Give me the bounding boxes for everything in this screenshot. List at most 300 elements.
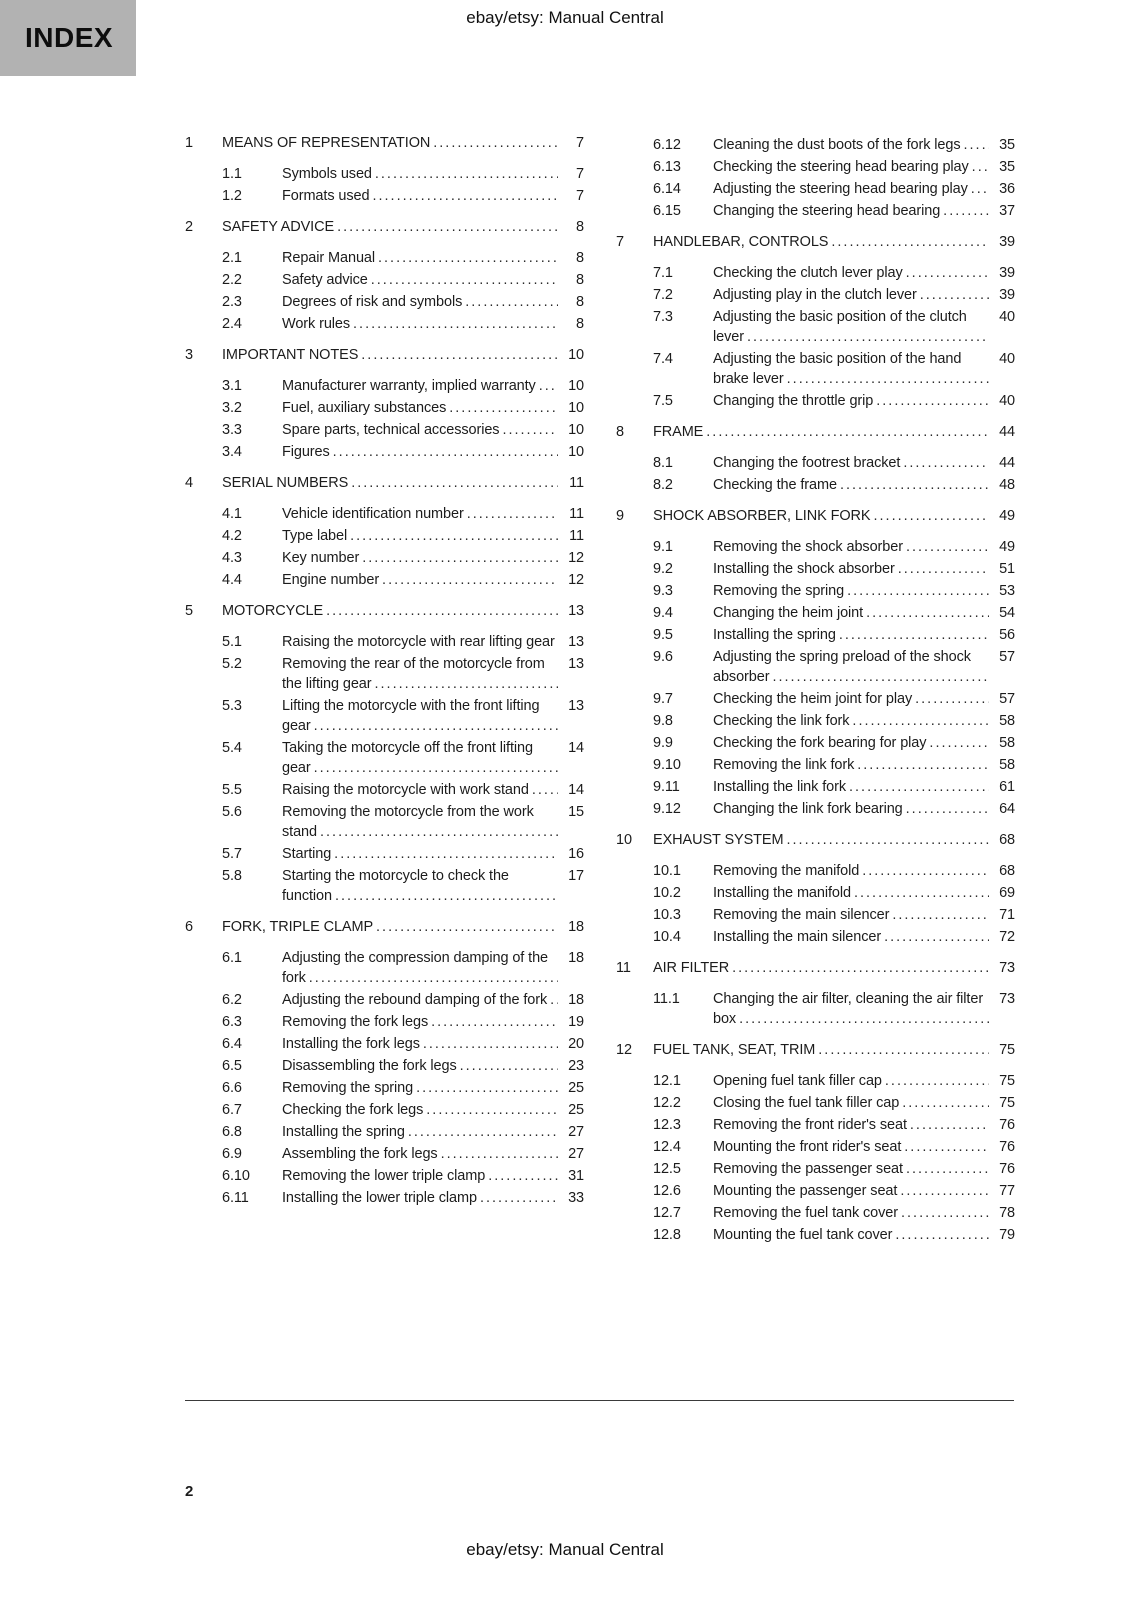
toc-entry	[185, 442, 584, 462]
toc-entry	[616, 1225, 1015, 1245]
toc-entry	[185, 738, 584, 778]
title-text: Changing the steering head bearing	[713, 203, 941, 219]
toc-entry	[616, 307, 1015, 347]
page-reference: 14	[568, 782, 584, 798]
title-text: Removing the lower triple clamp	[282, 1168, 486, 1184]
entry-number: 6.12	[653, 137, 681, 153]
page-reference: 54	[999, 605, 1015, 621]
title-text: Removing the motorcycle from the work stand	[282, 804, 534, 840]
title-text: Installing the fork legs	[282, 1036, 420, 1052]
entry-number: 7.3	[653, 309, 673, 325]
page-reference: 8	[576, 272, 584, 288]
toc-section	[185, 345, 584, 462]
toc-entry	[616, 201, 1015, 221]
toc-entry	[185, 1056, 584, 1076]
entry-number: 12.2	[653, 1095, 681, 1111]
section-title	[653, 958, 989, 978]
entry-title	[282, 526, 558, 546]
entry-number: 9.9	[653, 735, 673, 751]
page-reference: 58	[999, 757, 1015, 773]
page-reference: 33	[568, 1190, 584, 1206]
title-text: Repair Manual	[282, 250, 375, 266]
toc-entry	[616, 1203, 1015, 1223]
section-number: 6	[185, 919, 193, 935]
title-text: SERIAL NUMBERS	[222, 475, 349, 491]
title-text: Figures	[282, 444, 330, 460]
toc-entry	[185, 1100, 584, 1120]
toc-entry	[616, 1115, 1015, 1135]
page-reference: 10	[568, 347, 584, 363]
entry-number: 5.1	[222, 634, 242, 650]
toc-entry	[616, 861, 1015, 881]
toc-entry	[616, 989, 1015, 1029]
title-text: Checking the frame	[713, 477, 837, 493]
section-title	[222, 133, 558, 153]
section-number: 10	[616, 832, 632, 848]
page-reference: 8	[576, 250, 584, 266]
entry-title	[282, 270, 558, 290]
section-title	[653, 506, 989, 526]
entry-title	[282, 1188, 558, 1208]
title-text: Mounting the front rider's seat	[713, 1139, 902, 1155]
section-title	[653, 232, 989, 252]
toc-entry	[185, 802, 584, 842]
entry-title	[713, 475, 989, 495]
title-text: Removing the link fork	[713, 757, 855, 773]
entry-number: 3.1	[222, 378, 242, 394]
entry-title	[282, 420, 558, 440]
entry-title	[713, 777, 989, 797]
section-number: 7	[616, 234, 624, 250]
title-text: Adjusting the basic position of the hand brake lever	[713, 351, 962, 387]
title-text: Engine number	[282, 572, 380, 588]
entry-number: 6.14	[653, 181, 681, 197]
title-text: Installing the spring	[282, 1124, 405, 1140]
page-reference: 56	[999, 627, 1015, 643]
page-reference: 31	[568, 1168, 584, 1184]
toc-entry	[185, 632, 584, 652]
section-number: 3	[185, 347, 193, 363]
section-number: 2	[185, 219, 193, 235]
title-text: Removing the spring	[713, 583, 845, 599]
entry-number: 3.3	[222, 422, 242, 438]
page-reference: 40	[999, 351, 1015, 367]
page-reference: 12	[568, 550, 584, 566]
title-text: Key number	[282, 550, 360, 566]
page-reference: 11	[569, 475, 584, 491]
entry-title	[282, 1100, 558, 1120]
page-reference: 76	[999, 1139, 1015, 1155]
entry-title	[282, 780, 558, 800]
entry-number: 6.4	[222, 1036, 242, 1052]
entry-number: 9.3	[653, 583, 673, 599]
entry-number: 10.2	[653, 885, 681, 901]
page-reference: 12	[568, 572, 584, 588]
title-text: Cleaning the dust boots of the fork legs	[713, 137, 961, 153]
entry-title	[713, 307, 989, 347]
entry-title	[713, 1137, 989, 1157]
title-text: Adjusting the compression damping of the fork	[282, 950, 549, 986]
page-reference: 51	[999, 561, 1015, 577]
page-reference: 39	[999, 265, 1015, 281]
page-reference: 7	[576, 135, 584, 151]
title-text: Mounting the fuel tank cover	[713, 1227, 893, 1243]
page-reference: 19	[568, 1014, 584, 1030]
entry-title	[282, 844, 558, 864]
toc-entry	[185, 314, 584, 334]
entry-title	[282, 866, 558, 906]
section-number: 5	[185, 603, 193, 619]
title-text: Type label	[282, 528, 348, 544]
page-reference: 14	[568, 740, 584, 756]
entry-title	[713, 1071, 989, 1091]
toc-entry	[616, 711, 1015, 731]
page-reference: 64	[999, 801, 1015, 817]
entry-number: 12.4	[653, 1139, 681, 1155]
toc-entry	[185, 398, 584, 418]
entry-number: 5.5	[222, 782, 242, 798]
title-text: Changing the throttle grip	[713, 393, 874, 409]
entry-number: 6.15	[653, 203, 681, 219]
toc-entry	[616, 905, 1015, 925]
toc-section	[616, 135, 1015, 221]
title-text: Work rules	[282, 316, 351, 332]
toc-section	[185, 217, 584, 334]
title-text: Raising the motorcycle with rear lifting gear	[282, 634, 555, 650]
title-text: Installing the lower triple clamp	[282, 1190, 477, 1206]
page-reference: 68	[999, 863, 1015, 879]
title-text: Removing the passenger seat	[713, 1161, 903, 1177]
entry-number: 12.8	[653, 1227, 681, 1243]
entry-number: 6.13	[653, 159, 681, 175]
entry-number: 12.1	[653, 1073, 681, 1089]
page-reference: 73	[999, 960, 1015, 976]
title-text: Adjusting the basic position of the clutch lever	[713, 309, 967, 345]
page-reference: 58	[999, 713, 1015, 729]
page-reference: 73	[999, 991, 1015, 1007]
toc-entry	[616, 647, 1015, 687]
page-reference: 10	[568, 422, 584, 438]
entry-title	[713, 135, 989, 155]
toc-section-heading	[616, 422, 1015, 442]
toc-entry	[185, 866, 584, 906]
title-text: IMPORTANT NOTES	[222, 347, 359, 363]
toc-section	[616, 830, 1015, 947]
page-reference: 76	[999, 1117, 1015, 1133]
section-number: 12	[616, 1042, 632, 1058]
section-title	[653, 422, 989, 442]
page-reference: 57	[999, 691, 1015, 707]
title-text: Changing the footrest bracket	[713, 455, 901, 471]
toc-entry	[616, 1093, 1015, 1113]
toc-entry	[185, 1034, 584, 1054]
toc-section-heading	[185, 473, 584, 493]
page-reference: 18	[568, 950, 584, 966]
page-reference: 10	[568, 400, 584, 416]
entry-number: 6.10	[222, 1168, 250, 1184]
title-text: Removing the fork legs	[282, 1014, 429, 1030]
toc-entry	[185, 948, 584, 988]
entry-number: 3.4	[222, 444, 242, 460]
toc-entry	[616, 755, 1015, 775]
entry-title	[713, 537, 989, 557]
toc-entry	[185, 504, 584, 524]
entry-title	[282, 1012, 558, 1032]
entry-title	[282, 314, 558, 334]
toc-section	[185, 917, 584, 1208]
page-reference: 79	[999, 1227, 1015, 1243]
page-reference: 18	[568, 919, 584, 935]
page-reference: 39	[999, 234, 1015, 250]
toc-section-heading	[185, 917, 584, 937]
title-text: Starting the motorcycle to check the function	[282, 868, 509, 904]
page-reference: 68	[999, 832, 1015, 848]
entry-number: 5.7	[222, 846, 242, 862]
entry-title	[713, 711, 989, 731]
entry-title	[713, 1203, 989, 1223]
page-reference: 44	[999, 424, 1015, 440]
page-reference: 15	[568, 804, 584, 820]
entry-title	[713, 1115, 989, 1135]
toc-entry	[616, 391, 1015, 411]
toc-entry	[616, 883, 1015, 903]
entry-number: 2.2	[222, 272, 242, 288]
toc-section	[185, 601, 584, 906]
toc-entry	[616, 733, 1015, 753]
entry-title	[713, 263, 989, 283]
page-reference: 10	[568, 378, 584, 394]
entry-title	[713, 905, 989, 925]
title-text: Removing the shock absorber	[713, 539, 903, 555]
title-text: Adjusting the rebound damping of the fork	[282, 992, 548, 1008]
title-text: Manufacturer warranty, implied warranty	[282, 378, 536, 394]
page-reference: 39	[999, 287, 1015, 303]
toc-entry	[185, 844, 584, 864]
entry-title	[713, 603, 989, 623]
title-text: SHOCK ABSORBER, LINK FORK	[653, 508, 871, 524]
title-text: SAFETY ADVICE	[222, 219, 335, 235]
entry-number: 9.7	[653, 691, 673, 707]
toc-entry	[616, 263, 1015, 283]
entry-number: 9.2	[653, 561, 673, 577]
toc-entry	[616, 1181, 1015, 1201]
title-text: AIR FILTER	[653, 960, 730, 976]
page-reference: 75	[999, 1073, 1015, 1089]
toc-entry	[185, 1078, 584, 1098]
page-reference: 72	[999, 929, 1015, 945]
title-text: FRAME	[653, 424, 704, 440]
entry-number: 9.8	[653, 713, 673, 729]
index-label-box	[0, 0, 136, 76]
toc-entry	[616, 1071, 1015, 1091]
entry-number: 12.5	[653, 1161, 681, 1177]
section-number: 1	[185, 135, 193, 151]
toc-section	[616, 232, 1015, 411]
entry-title	[282, 990, 558, 1010]
toc-entry	[616, 559, 1015, 579]
title-text: Closing the fuel tank filler cap	[713, 1095, 900, 1111]
page-reference: 77	[999, 1183, 1015, 1199]
title-text: Lifting the motorcycle with the front lifting gear	[282, 698, 540, 734]
entry-number: 5.4	[222, 740, 242, 756]
toc-section-heading	[616, 506, 1015, 526]
entry-number: 6.7	[222, 1102, 242, 1118]
section-number: 8	[616, 424, 624, 440]
toc-entry	[185, 376, 584, 396]
toc-entry	[185, 570, 584, 590]
entry-title	[713, 927, 989, 947]
page-reference: 49	[999, 508, 1015, 524]
title-text: Checking the fork legs	[282, 1102, 424, 1118]
entry-number: 6.8	[222, 1124, 242, 1140]
title-text: Degrees of risk and symbols	[282, 294, 463, 310]
toc-entry	[616, 603, 1015, 623]
entry-number: 4.1	[222, 506, 242, 522]
entry-title	[713, 733, 989, 753]
page-reference: 27	[568, 1124, 584, 1140]
entry-number: 7.1	[653, 265, 673, 281]
toc-section-heading	[616, 232, 1015, 252]
title-text: Installing the shock absorber	[713, 561, 895, 577]
toc-entry	[185, 1122, 584, 1142]
toc-section	[616, 1040, 1015, 1245]
index-label: INDEX	[25, 22, 114, 53]
entry-title	[713, 179, 989, 199]
entry-number: 9.1	[653, 539, 673, 555]
title-text: MEANS OF REPRESENTATION	[222, 135, 431, 151]
entry-number: 4.4	[222, 572, 242, 588]
title-text: Installing the spring	[713, 627, 836, 643]
entry-number: 6.11	[222, 1190, 249, 1206]
page-reference: 16	[568, 846, 584, 862]
toc-entry	[616, 777, 1015, 797]
footer-title: ebay/etsy: Manual Central	[466, 1540, 664, 1559]
page-reference: 8	[576, 316, 584, 332]
entry-title	[713, 689, 989, 709]
entry-title	[282, 1034, 558, 1054]
entry-number: 6.5	[222, 1058, 242, 1074]
page-reference: 10	[568, 444, 584, 460]
toc-entry	[185, 1166, 584, 1186]
title-text: Assembling the fork legs	[282, 1146, 438, 1162]
entry-number: 12.7	[653, 1205, 681, 1221]
toc-section-heading	[185, 345, 584, 365]
entry-number: 8.2	[653, 477, 673, 493]
page-reference: 58	[999, 735, 1015, 751]
page-reference: 37	[999, 203, 1015, 219]
entry-title	[282, 504, 558, 524]
title-text: Starting	[282, 846, 332, 862]
toc-section-heading	[616, 958, 1015, 978]
entry-number: 1.1	[222, 166, 242, 182]
entry-title	[282, 738, 558, 778]
toc-entry	[616, 135, 1015, 155]
entry-title	[282, 442, 558, 462]
page-reference: 13	[568, 656, 584, 672]
page-reference: 53	[999, 583, 1015, 599]
toc-entry	[616, 1137, 1015, 1157]
entry-number: 2.3	[222, 294, 242, 310]
toc-entry	[616, 157, 1015, 177]
title-text: Installing the manifold	[713, 885, 851, 901]
page-reference: 35	[999, 137, 1015, 153]
entry-number: 9.4	[653, 605, 673, 621]
page-header	[0, 8, 1130, 28]
title-text: Taking the motorcycle off the front lifting gear	[282, 740, 533, 776]
page-reference: 69	[999, 885, 1015, 901]
title-text: Changing the heim joint	[713, 605, 864, 621]
page-reference: 40	[999, 309, 1015, 325]
title-text: Checking the fork bearing for play	[713, 735, 927, 751]
entry-number: 9.11	[653, 779, 680, 795]
title-text: Installing the link fork	[713, 779, 846, 795]
entry-number: 11.1	[653, 991, 680, 1007]
title-text: MOTORCYCLE	[222, 603, 324, 619]
title-text: HANDLEBAR, CONTROLS	[653, 234, 829, 250]
section-number: 9	[616, 508, 624, 524]
entry-number: 6.9	[222, 1146, 242, 1162]
toc-section	[185, 473, 584, 590]
page-reference: 76	[999, 1161, 1015, 1177]
title-text: Formats used	[282, 188, 370, 204]
page-reference: 13	[568, 603, 584, 619]
page-reference: 7	[576, 166, 584, 182]
entry-title	[713, 1093, 989, 1113]
page-reference: 71	[999, 907, 1015, 923]
entry-title	[282, 292, 558, 312]
toc-entry	[185, 1012, 584, 1032]
entry-title	[713, 157, 989, 177]
toc-entry	[185, 186, 584, 206]
toc-entry	[616, 625, 1015, 645]
entry-title	[713, 453, 989, 473]
title-text: Checking the link fork	[713, 713, 850, 729]
page-reference: 78	[999, 1205, 1015, 1221]
entry-title	[713, 285, 989, 305]
page-reference: 13	[568, 698, 584, 714]
entry-title	[282, 696, 558, 736]
toc-entry	[185, 696, 584, 736]
toc-entry	[616, 285, 1015, 305]
page-reference: 75	[999, 1042, 1015, 1058]
title-text: FUEL TANK, SEAT, TRIM	[653, 1042, 816, 1058]
toc-section-heading	[185, 217, 584, 237]
page-reference: 23	[568, 1058, 584, 1074]
title-text: Safety advice	[282, 272, 368, 288]
title-text: Fuel, auxiliary substances	[282, 400, 447, 416]
page-reference: 17	[568, 868, 584, 884]
title-text: Raising the motorcycle with work stand	[282, 782, 529, 798]
title-text: Removing the main silencer	[713, 907, 890, 923]
entry-number: 9.10	[653, 757, 681, 773]
toc-entry	[185, 270, 584, 290]
toc-section-heading	[185, 133, 584, 153]
entry-title	[713, 883, 989, 903]
toc-entry	[616, 581, 1015, 601]
title-text: Disassembling the fork legs	[282, 1058, 457, 1074]
entry-title	[282, 654, 558, 694]
entry-title	[713, 201, 989, 221]
entry-title	[282, 548, 558, 568]
entry-title	[282, 948, 558, 988]
toc-section	[616, 506, 1015, 819]
entry-title	[713, 755, 989, 775]
entry-title	[713, 1225, 989, 1245]
toc-entry	[185, 292, 584, 312]
header-title: ebay/etsy: Manual Central	[466, 8, 664, 27]
entry-number: 1.2	[222, 188, 242, 204]
section-title	[222, 473, 558, 493]
